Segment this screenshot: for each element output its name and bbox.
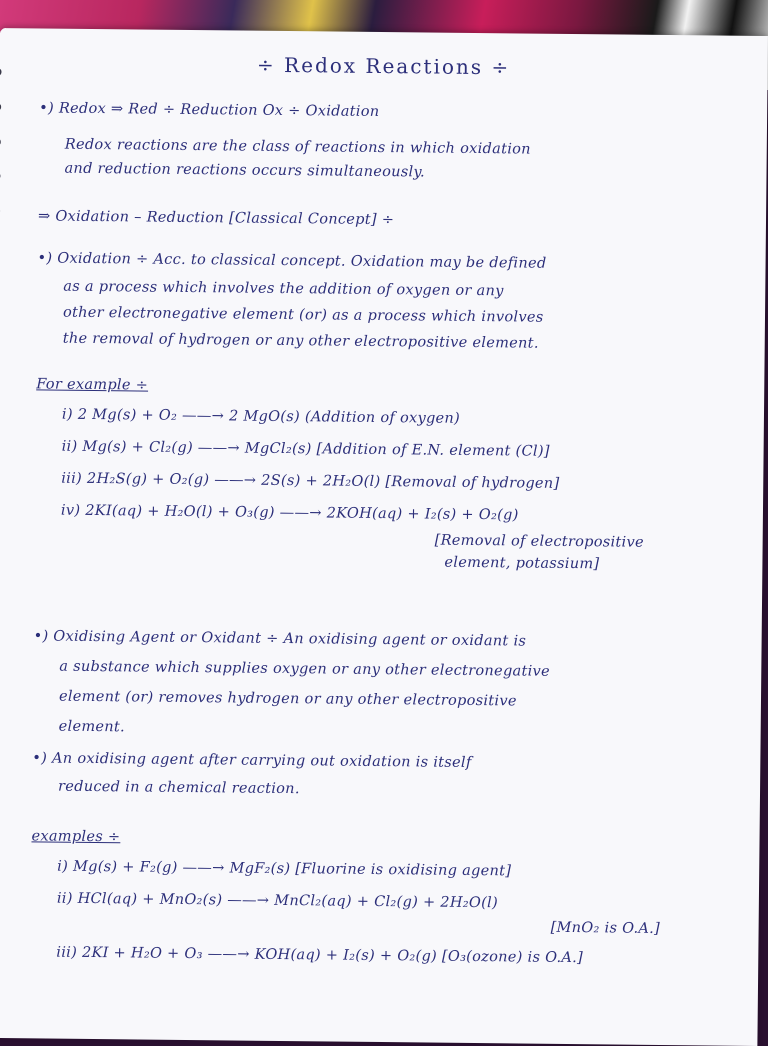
oxidation-text-line: other electronegative element (or) as a process which involves bbox=[63, 305, 745, 328]
reaction-example: i) Mg(s) + F₂(g) ——→ MgF₂(s) [Fluorine is oxidising agent] bbox=[57, 859, 739, 882]
oxidation-text-line: as a process which involves the addition of oxygen or any bbox=[63, 279, 745, 302]
reaction-example: iii) 2H₂S(g) + O₂(g) ——→ 2S(s) + 2H₂O(l) [Removal of hydrogen] bbox=[61, 471, 743, 494]
spiral-ring bbox=[0, 137, 1, 145]
oxidation-text-line: •) Oxidation ÷ Acc. to classical concept. Oxidation may be defined bbox=[38, 250, 746, 273]
reaction-note: element, potassium] bbox=[444, 555, 742, 574]
redox-text-line: and reduction reactions occurs simultaneously. bbox=[64, 161, 746, 184]
page-title: ÷ Redox Reactions ÷ bbox=[0, 50, 768, 82]
reaction-note: [MnO₂ is O.A.] bbox=[551, 920, 739, 938]
reaction-example: ii) HCl(aq) + MnO₂(s) ——→ MnCl₂(aq) + Cl₂(g) + 2H₂O(l) bbox=[57, 891, 739, 914]
redox-text-line: Redox reactions are the class of reactions in which oxidation bbox=[65, 137, 747, 160]
reaction-example: i) 2 Mg(s) + O₂ ——→ 2 MgO(s) (Addition of oxygen) bbox=[62, 407, 744, 430]
section-heading: ⇒ Oxidation – Reduction [Classical Concept] ÷ bbox=[38, 208, 746, 231]
redox-definition: •) Redox ⇒ Red ÷ Reduction Ox ÷ Oxidation bbox=[39, 100, 747, 123]
reaction-example: ii) Mg(s) + Cl₂(g) ——→ MgCl₂(s) [Addition of E.N. element (Cl)] bbox=[62, 439, 744, 462]
for-example-label: For example ÷ bbox=[36, 376, 744, 399]
notebook-page bbox=[0, 28, 768, 1046]
reaction-note: [Removal of electropositive bbox=[435, 533, 743, 552]
reaction-example: iv) 2KI(aq) + H₂O(l) + O₃(g) ——→ 2KOH(aq) + I₂(s) + O₂(g) bbox=[61, 503, 743, 526]
oxidant-text-line: reduced in a chemical reaction. bbox=[58, 779, 740, 802]
oxidant-text-line: element. bbox=[59, 719, 741, 742]
examples-label: examples ÷ bbox=[31, 828, 739, 851]
oxidant-text-line: •) An oxidising agent after carrying out oxidation is itself bbox=[32, 750, 740, 773]
spiral-ring bbox=[0, 103, 1, 111]
oxidant-text-line: •) Oxidising Agent or Oxidant ÷ An oxidising agent or oxidant is bbox=[34, 628, 742, 651]
oxidation-text-line: the removal of hydrogen or any other electropositive element. bbox=[63, 331, 745, 354]
spiral-binding bbox=[0, 68, 8, 528]
oxidant-text-line: a substance which supplies oxygen or any other electronegative bbox=[59, 659, 741, 682]
reaction-example: iii) 2KI + H₂O + O₃ ——→ KOH(aq) + I₂(s) + O₂(g) [O₃(ozone) is O.A.] bbox=[56, 945, 738, 968]
oxidant-text-line: element (or) removes hydrogen or any other electropositive bbox=[59, 689, 741, 712]
